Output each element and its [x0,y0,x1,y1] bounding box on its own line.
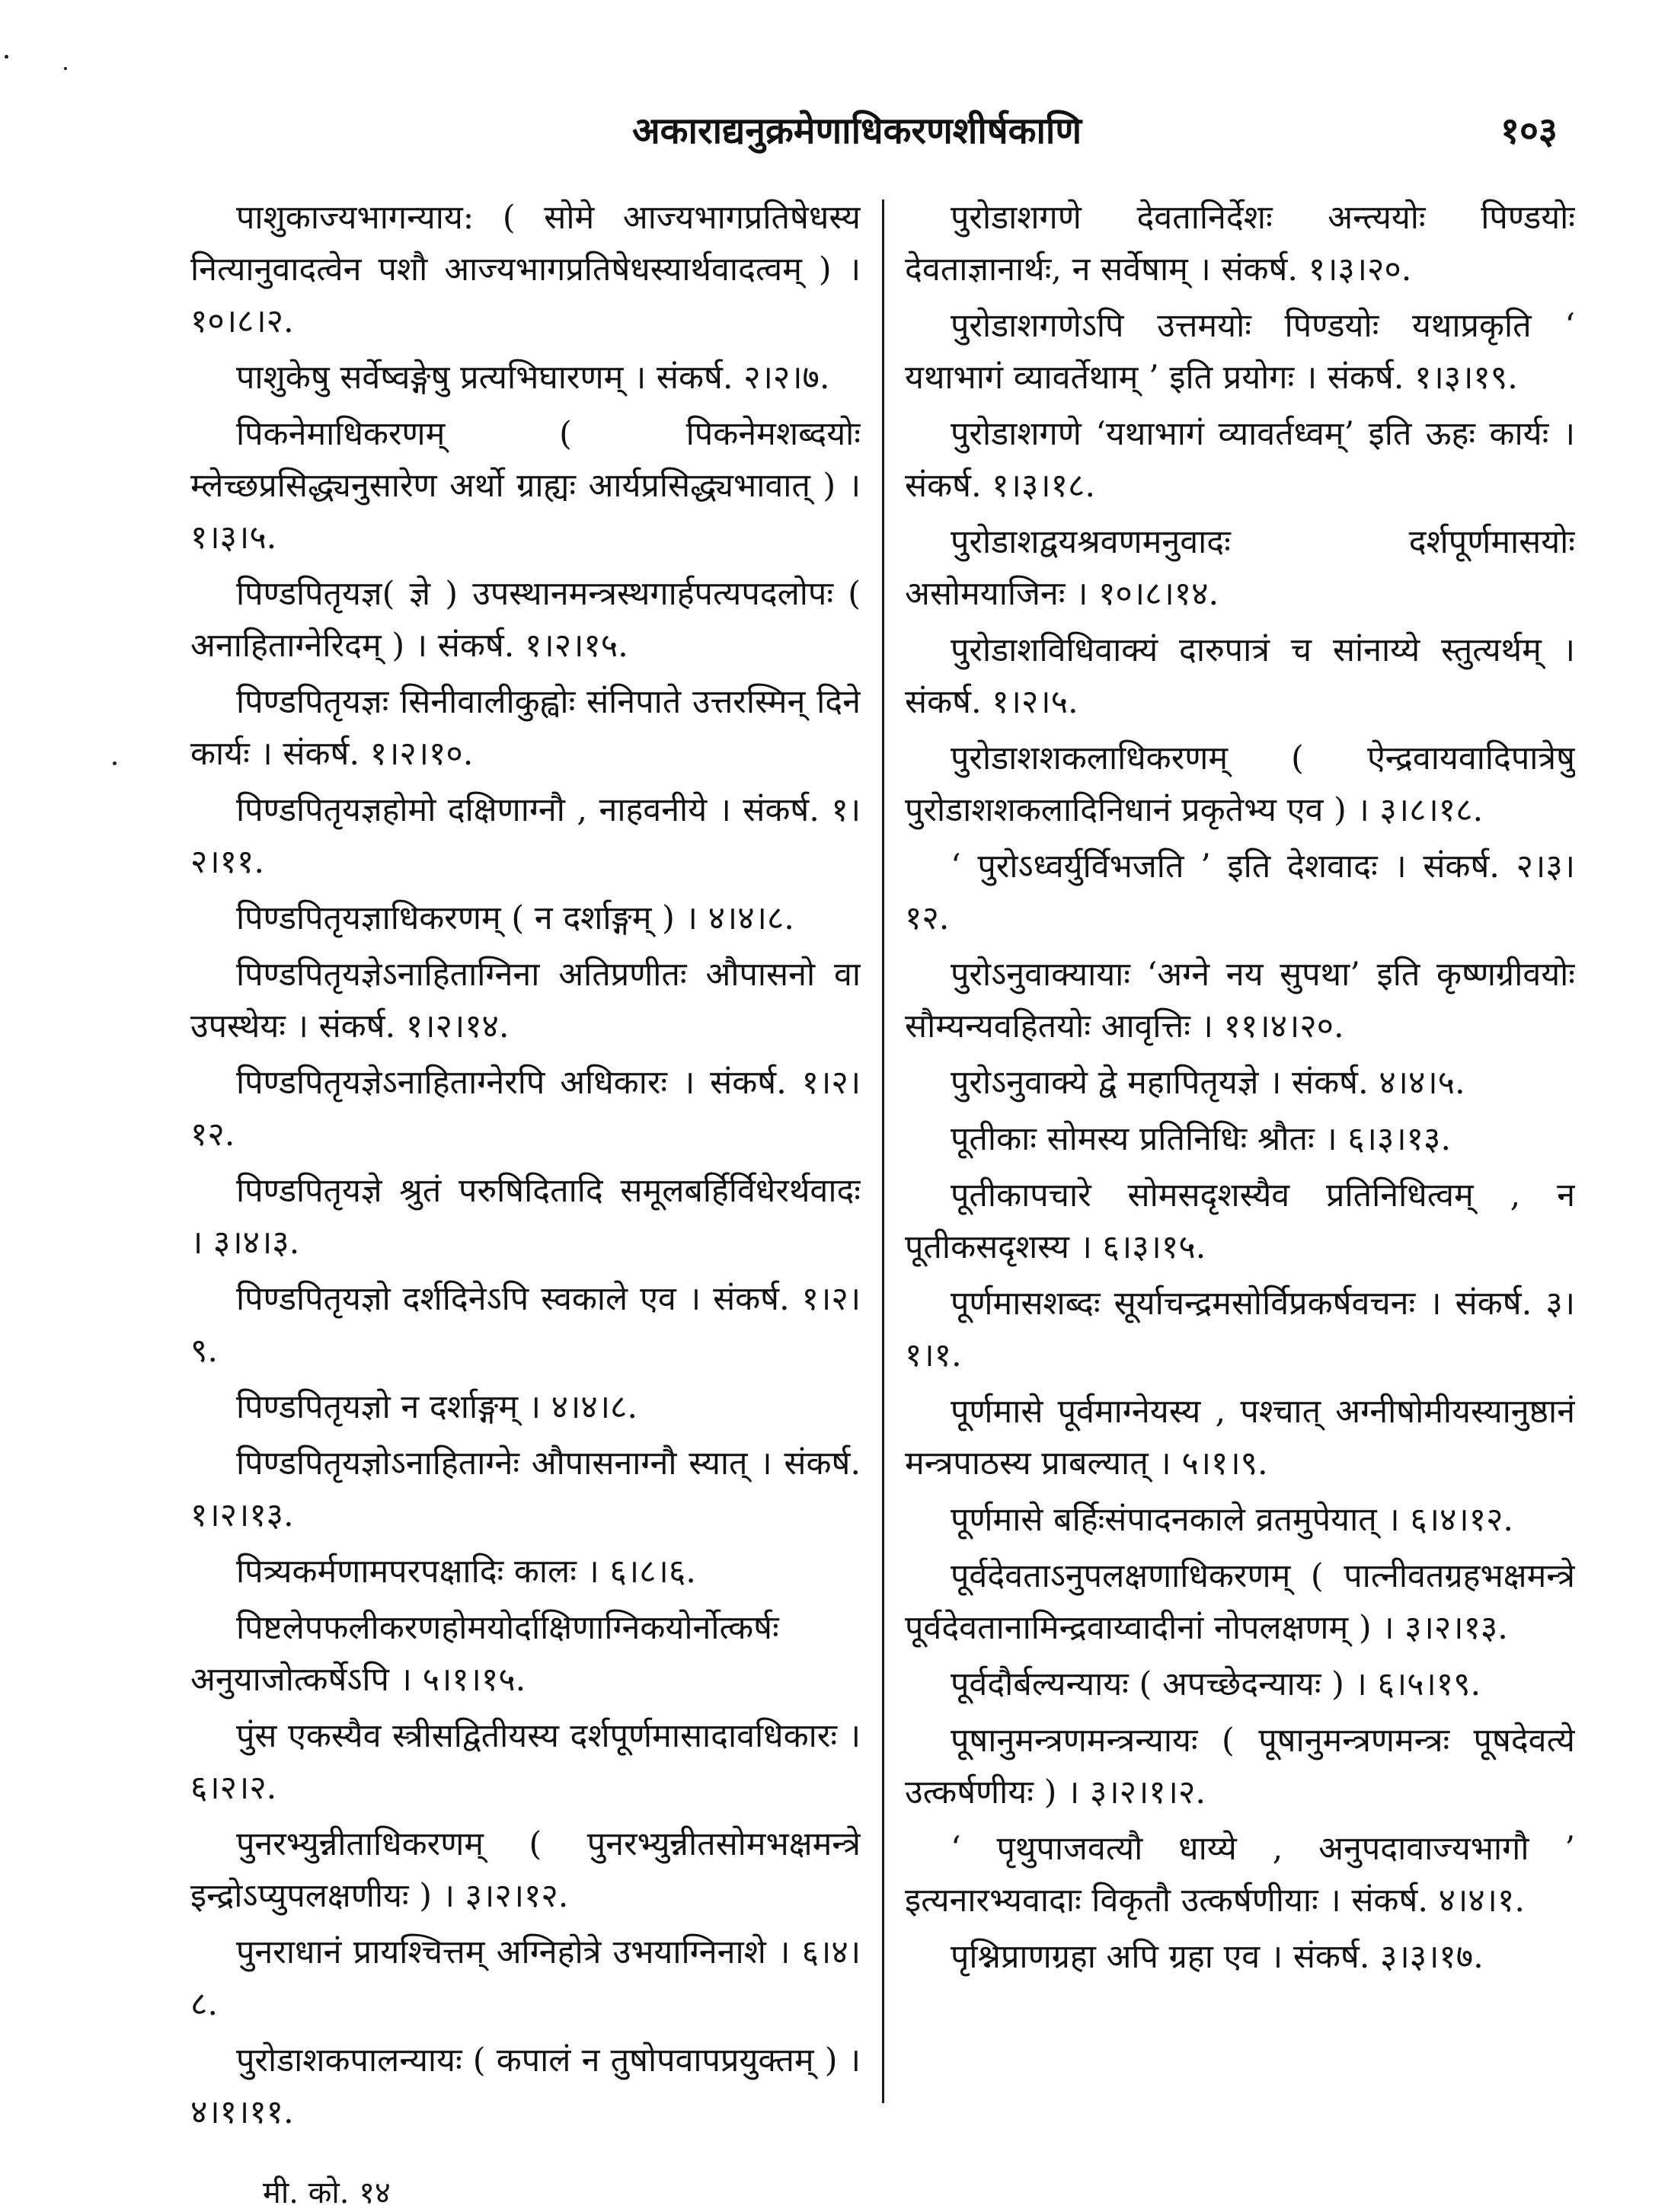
scan-speck [64,67,67,70]
index-entry: पुरोऽनुवाक्ये द्वे महापितृयज्ञे । संकर्ष. ४।४।५. [951,1064,1465,1102]
scan-speck [113,761,117,765]
index-entry: पुरोडाशविधिवाक्यं दारुपात्रं च सांनाय्ये स्तुत्यर्थम् । संकर्ष. १।२।५. [905,631,1575,721]
index-entry: पिण्डपितृयज्ञेऽनाहिताग्नेरपि अधिकारः । संकर्ष. १।२।१२. [190,1064,861,1154]
index-entry: ‘ पृथुपाजवत्यौ धाय्ये , अनुपदावाज्यभागौ ’ इत्यनारभ्यवादाः विकृतौ उत्कर्षणीयाः । संकर्ष. ४।४।१. [905,1830,1575,1920]
index-entry: पुंस एकस्यैव स्त्रीसद्वितीयस्य दर्शपूर्णमासादावधिकारः । ६।२।२. [190,1717,861,1807]
index-entry: पूतीकापचारे सोमसदृशस्यैव प्रतिनिधित्वम् , न पूतीकसदृशस्य । ६।३।१५. [905,1176,1575,1266]
index-entry: पिण्डपितृयज्ञो दर्शदिनेऽपि स्वकाले एव । संकर्ष. १।२।९. [190,1280,861,1370]
index-entry: पुनरभ्युन्नीताधिकरणम् ( पुनरभ्युन्नीतसोमभक्षमन्त्रे इन्द्रोऽप्युपलक्षणीयः ) । ३।२।१२. [190,1825,861,1915]
index-entry: पिण्डपितृयज्ञे श्रुतं परुषिदितादि समूलबर्हिर्विधेरर्थवादः । ३।४।३. [190,1172,861,1262]
left-column [190,192,861,2141]
index-entry: पिण्डपितृयज्ञोऽनाहिताग्नेः औपासनाग्नौ स्यात् । संकर्ष. १।२।१३. [190,1444,861,1534]
index-entry: पुरोडाशद्वयश्रवणमनुवादः दर्शपूर्णमासयोः असोमयाजिनः । १०।८।१४. [905,523,1575,613]
signature-mark: मी. को. १४ [263,2175,391,2210]
index-entry: पाशुकेषु सर्वेष्वङ्गेषु प्रत्यभिघारणम् । संकर्ष. २।२।७. [236,359,830,397]
index-entry: पुरोडाशगणेऽपि उत्तमयोः पिण्डयोः यथाप्रकृति ‘ यथाभागं व्यावर्तेथाम् ’ इति प्रयोगः । संकर्ष. १।३।१९. [905,307,1575,397]
page-header [0,105,1668,166]
right-column [905,192,1575,2141]
index-entry: पुनराधानं प्रायश्चित्तम् अग्निहोत्रे उभयाग्निनाशे । ६।४।८. [190,1933,861,2023]
running-title: अकाराद्यनुक्रमेणाधिकरणशीर्षकाणि [632,110,1082,152]
index-entry: पूर्णमासे बर्हिःसंपादनकाले व्रतमुपेयात् । ६।४।१२. [951,1501,1514,1539]
index-entry: पुरोडाशकपालन्यायः ( कपालं न तुषोपवापप्रयुक्तम् ) । ४।१।११. [190,2041,861,2131]
index-entry: पूर्णमासशब्दः सूर्याचन्द्रमसोर्विप्रकर्षवचनः । संकर्ष. ३।१।१. [905,1285,1575,1374]
index-entry: पिण्डपितृयज्ञाधिकरणम् ( न दर्शाङ्गम् ) । ४।४।८. [236,899,794,937]
index-entry: पिण्डपितृयज्ञेऽनाहिताग्निना अतिप्रणीतः औपासनो वा उपस्थेयः । संकर्ष. १।२।१४. [190,956,861,1045]
index-entry: पूतीकाः सोमस्य प्रतिनिधिः श्रौतः । ६।३।१३. [951,1120,1452,1158]
index-entry: पुरोडाशगणे ‘यथाभागं व्यावर्तध्वम्’ इति ऊहः कार्यः । संकर्ष. १।३।१८. [905,415,1575,505]
index-entry: पूर्वदेवताऽनुपलक्षणाधिकरणम् ( पात्नीवतग्रहभक्षमन्त्रे पूर्वदेवतानामिन्द्रवाय्वादीनां नोपलक्षणम् ) । ३।२।१३. [905,1557,1575,1647]
index-entry: पूषानुमन्त्रणमन्त्रन्यायः ( पूषानुमन्त्रणमन्त्रः पूषदेवत्ये उत्कर्षणीयः ) । ३।२।१।२. [905,1722,1575,1811]
index-entry: पिण्डपितृयज्ञो न दर्शाङ्गम् । ४।४।८. [236,1388,638,1426]
index-entry: पिण्डपितृयज्ञहोमो दक्षिणाग्नौ , नाहवनीये । संकर्ष. १।२।११. [190,791,861,881]
index-entry: पाशुकाज्यभागन्याय: ( सोमे आज्यभागप्रतिषेधस्य नित्यानुवादत्वेन पशौ आज्यभागप्रतिषेधस्यार्थवादत्वम् ) । १०।८।२. [190,199,861,340]
index-entry: पिण्डपितृयज्ञ( ज्ञे ) उपस्थानमन्त्रस्थगार्हपत्यपदलोपः ( अनाहिताग्नेरिदम् ) । संकर्ष. १।२।१५. [190,575,861,665]
index-entry: पिण्डपितृयज्ञः सिनीवालीकुह्वोः संनिपाते उत्तरस्मिन् दिने कार्यः । संकर्ष. १।२।१०. [190,683,861,773]
index-entry: पृश्निप्राणग्रहा अपि ग्रहा एव । संकर्ष. ३।३।१७. [951,1938,1484,1976]
index-entry: पुरोडाशगणे देवतानिर्देशः अन्त्ययोः पिण्डयोः देवताज्ञानार्थः, न सर्वेषाम् । संकर्ष. १।३।२०. [905,199,1575,289]
page-number: १०३ [1500,110,1558,152]
index-entry: पूर्णमासे पूर्वमाग्नेयस्य , पश्चात् अग्नीषोमीयस्यानुष्ठानं मन्त्रपाठस्य प्राबल्यात् । ५।१।९. [905,1393,1575,1483]
index-entry: पिष्टलेपफलीकरणहोमयोर्दाक्षिणाग्निकयोर्नोत्कर्षः अनुयाजोत्कर्षेऽपि । ५।१।१५. [190,1609,779,1699]
index-entry: पूर्वदौर्बल्यन्यायः ( अपच्छेदन्यायः ) । ६।५।१९. [951,1665,1481,1703]
column-divider [882,199,884,2103]
scan-speck [5,55,8,59]
index-entry: पिकनेमाधिकरणम् ( पिकनेमशब्दयोः म्लेच्छप्रसिद्ध्यनुसारेण अर्थो ग्राह्यः आर्यप्रसिद्ध्यभावात् ) । १।३।५. [190,415,861,557]
index-entry: पुरोडाशशकलाधिकरणम् ( ऐन्द्रवायवादिपात्रेषु पुरोडाशशकलादिनिधानं प्रकृतेभ्य एव ) । ३।८।१८. [905,739,1575,829]
index-entry: पुरोऽनुवाक्यायाः ‘अग्ने नय सुपथा’ इति कृष्णग्रीवयोः सौम्यन्यवहितयोः आवृत्तिः । ११।४।२०. [905,956,1575,1045]
index-entry: पित्र्यकर्मणामपरपक्षादिः कालः । ६।८।६. [236,1553,696,1591]
index-entry: ‘ पुरोऽध्वर्युर्विभजति ’ इति देशवादः । संकर्ष. २।३।१२. [905,847,1575,937]
